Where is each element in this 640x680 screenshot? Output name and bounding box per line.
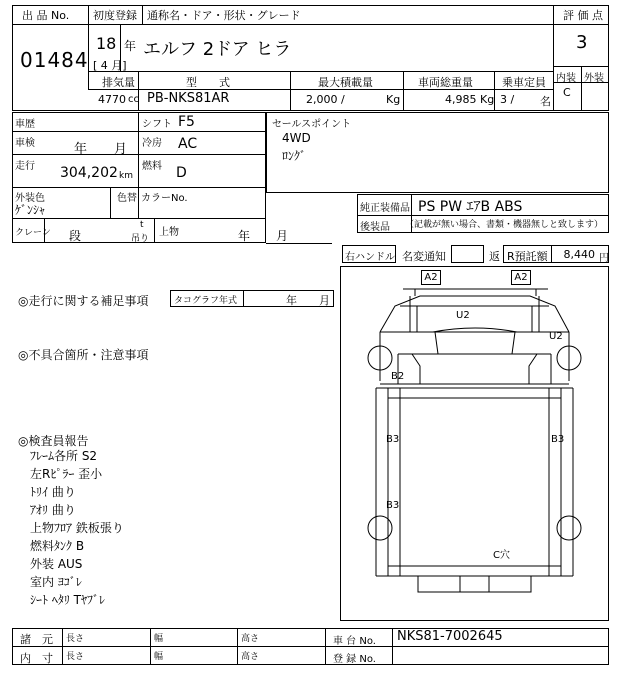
yen-unit: 円 <box>599 253 609 264</box>
inspector-item: ｱｵﾘ 曲り <box>30 503 76 517</box>
name-change-label: 名変通知 <box>402 250 446 263</box>
divider <box>553 24 609 25</box>
divider <box>154 218 155 243</box>
truck-outline <box>340 266 609 621</box>
lot-no-label: 出 品 No. <box>22 9 70 22</box>
inspector-item: 外装 AUS <box>30 557 83 571</box>
interior-grade: C <box>563 86 571 99</box>
gross-weight-label: 車両総重量 <box>418 76 473 89</box>
width-label: 幅 <box>154 652 164 662</box>
divider <box>553 5 554 111</box>
divider <box>12 187 266 188</box>
capacity-unit: 名 <box>540 95 551 108</box>
length-label: 長さ <box>66 652 85 662</box>
reg-label: 初度登録 <box>93 9 137 22</box>
divider <box>138 71 139 111</box>
std-equipment: PS PW ｴｱB ABS <box>418 199 523 215</box>
driving-remarks-label: ◎走行に関する補足事項 <box>18 294 149 308</box>
inspection-label: 車検 <box>15 138 35 149</box>
inspector-item: 上物ﾌﾛｱ 鉄板張り <box>30 521 124 535</box>
damage-mark: C穴 <box>493 550 510 561</box>
capacity: 3 / <box>500 93 515 106</box>
chassis-label: 車 台 No. <box>333 636 376 647</box>
sales-point-2: ﾛﾝｸﾞ <box>282 149 307 163</box>
divider <box>150 628 151 665</box>
color-code-label: カラーNo. <box>141 193 188 204</box>
fuel: D <box>176 165 187 181</box>
inner-label: 内 寸 <box>20 652 53 665</box>
mileage-label: 走行 <box>15 161 35 172</box>
divider <box>243 290 244 307</box>
reg-month: [ 4 月] <box>93 59 127 72</box>
damage-mark: B3 <box>386 500 400 511</box>
ac: AC <box>178 136 198 152</box>
divider <box>12 646 609 647</box>
divider <box>138 187 139 218</box>
damage-mark: B3 <box>386 434 400 445</box>
divider <box>138 112 139 187</box>
interior-label: 内装 <box>556 73 576 84</box>
max-load: 2,000 / <box>306 93 345 106</box>
crane-stage: 段 <box>69 229 82 243</box>
reg-no-label: 登 録 No. <box>333 654 376 665</box>
height-label: 高さ <box>241 652 260 662</box>
shift-label: シフト <box>142 119 172 130</box>
exterior-label: 外装 <box>584 73 604 84</box>
tachograph-label: タコグラフ年式 <box>174 296 238 306</box>
divider <box>325 628 326 665</box>
mileage: 304,202 <box>60 165 118 181</box>
history-label: 車歴 <box>15 119 35 130</box>
r-due-label: R預託額 <box>507 250 548 263</box>
divider <box>551 245 552 263</box>
divider <box>142 5 143 24</box>
r-due: 8,440 <box>563 248 595 261</box>
inspection-month: 月 <box>114 142 128 157</box>
divider <box>88 71 553 72</box>
divider <box>12 154 266 155</box>
divider <box>62 628 63 665</box>
damage-mark: U2 <box>549 331 563 342</box>
inspector-item: 燃料ﾀﾝｸ B <box>30 539 85 553</box>
divider <box>403 71 404 111</box>
year-unit: 年 <box>124 39 137 53</box>
aftermarket-note: （記載が無い場合、書類・機器無しと致します） <box>405 220 604 230</box>
length-label: 長さ <box>66 634 85 644</box>
defects-label: ◎不具合箇所・注意事項 <box>18 348 149 362</box>
reg-year: 18 <box>96 34 117 53</box>
inspector-item: 室内 ﾖｺﾞﾚ <box>30 575 82 589</box>
divider <box>12 24 88 25</box>
ac-label: 冷房 <box>142 138 162 149</box>
chassis-no: NKS81-7002645 <box>397 629 503 644</box>
divider <box>290 71 291 111</box>
divider <box>88 24 553 25</box>
inspector-item: 左Rﾋﾟﾗｰ 歪小 <box>30 467 103 481</box>
height-label: 高さ <box>241 634 260 644</box>
max-load-unit: Kg <box>386 93 401 106</box>
aftermarket-label: 後装品 <box>360 222 390 233</box>
divider <box>12 218 266 219</box>
crane-label: クレーン <box>15 228 51 238</box>
tacho-year: 年 <box>286 294 297 307</box>
inspector-label: ◎検査員報告 <box>18 434 89 448</box>
damage-mark: A2 <box>511 270 531 285</box>
color-label: 外装色 <box>15 193 45 204</box>
divider <box>392 628 393 665</box>
crane-lift: 吊り <box>131 234 150 244</box>
gross-weight-unit: Kg <box>480 93 495 106</box>
model-code: PB-NKS81AR <box>147 91 230 106</box>
grade-value: 3 <box>576 32 588 53</box>
inspector-item: ｼｰﾄ ﾍﾀﾘ Tﾔﾌﾞﾚ <box>30 593 105 607</box>
capacity-label: 乗車定員 <box>502 76 546 89</box>
damage-mark: U2 <box>456 310 470 321</box>
sales-points-label: セールスポイント <box>272 119 352 130</box>
inspector-item: ﾄﾘｲ 曲り <box>30 485 76 499</box>
right-hand-label: 右ハンドル <box>345 252 395 263</box>
color-no-label: 色替 <box>117 193 137 204</box>
lot-no: 01484 <box>20 48 89 72</box>
upper-month: 月 <box>276 229 289 243</box>
divider <box>581 66 582 111</box>
damage-mark: A2 <box>421 270 441 285</box>
gross-weight: 4,985 <box>445 93 477 106</box>
recall-label: 返 <box>489 250 500 263</box>
upper-label: 上物 <box>159 227 179 238</box>
displacement: 4770 <box>98 93 126 106</box>
displacement-unit: cc <box>128 94 139 105</box>
model-name: エルフ 2ドア ヒラ <box>143 39 292 60</box>
std-equipment-label: 純正装備品 <box>360 203 410 214</box>
mileage-unit: km <box>119 171 133 181</box>
upper-year: 年 <box>238 229 251 243</box>
dims-label: 諸 元 <box>20 633 53 646</box>
fuel-label: 燃料 <box>142 161 162 172</box>
divider <box>12 131 266 132</box>
color: ｹﾞﾝｼｬ <box>15 203 46 217</box>
inspector-item: ﾌﾚｰﾑ各所 S2 <box>30 449 98 463</box>
displacement-label: 排気量 <box>102 76 135 89</box>
max-load-label: 最大積載量 <box>318 76 373 89</box>
crane-ton: t <box>140 220 144 230</box>
divider <box>88 5 89 89</box>
width-label: 幅 <box>154 634 164 644</box>
model-code-label: 型 式 <box>186 76 230 89</box>
sales-point-1: 4WD <box>282 131 311 145</box>
damage-mark: B2 <box>391 371 405 382</box>
divider <box>266 243 332 244</box>
shift: F5 <box>178 114 195 130</box>
model-label: 通称名・ドア・形状・グレード <box>147 9 301 22</box>
name-change-box <box>451 245 484 263</box>
inspection-year: 年 <box>74 142 88 157</box>
grade-label: 評 価 点 <box>563 9 603 22</box>
tacho-month: 月 <box>319 294 330 307</box>
divider <box>110 187 111 218</box>
damage-mark: B3 <box>551 434 565 445</box>
divider <box>237 628 238 665</box>
